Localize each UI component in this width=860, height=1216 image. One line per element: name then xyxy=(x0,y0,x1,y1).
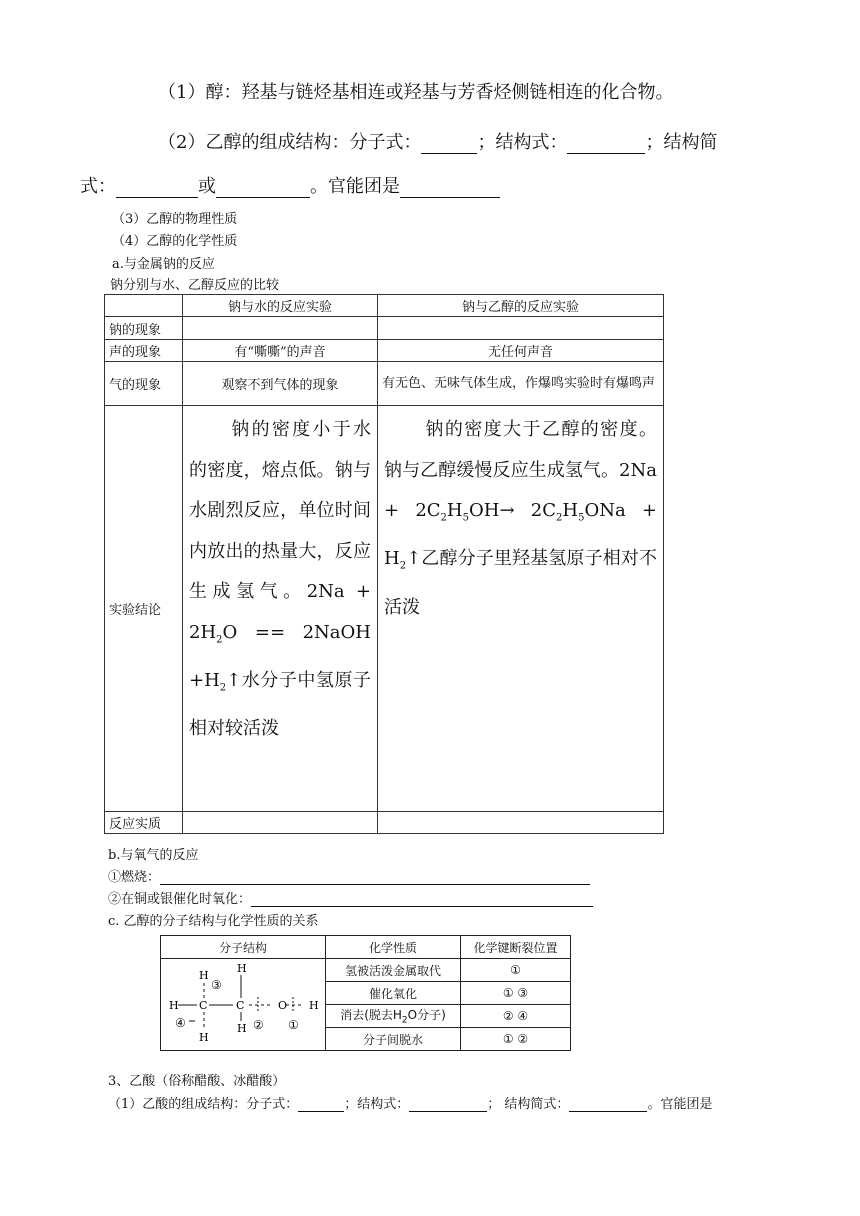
blank-simplified-2[interactable] xyxy=(216,179,310,198)
label-formula: （2）乙醇的组成结构：分子式： xyxy=(158,132,422,153)
heading-physical-properties: （3）乙醇的物理性质 xyxy=(112,212,238,227)
header-bond-position: 化学键断裂位置 xyxy=(461,936,571,959)
heading-acetic-acid: 3、乙酸（俗称醋酸、冰醋酸） xyxy=(108,1074,286,1089)
label-acetic-formula: （1）乙酸的组成结构：分子式： xyxy=(108,1097,299,1112)
row-label-conclusion: 实验结论 xyxy=(105,406,183,812)
atom-o: O xyxy=(278,999,288,1012)
blank-molecular-formula[interactable] xyxy=(421,135,477,154)
para-alcohol-definition: （1）醇：羟基与链烃基相连或羟基与芳香烃侧链相连的化合物。 xyxy=(158,82,674,103)
cell-essence-ethanol[interactable] xyxy=(378,812,664,834)
header-water: 钠与水的反应实验 xyxy=(183,295,378,317)
cell-empty-corner xyxy=(105,295,183,317)
header-ethanol: 钠与乙醇的反应实验 xyxy=(378,295,664,317)
cell-sound-ethanol: 无任何声音 xyxy=(378,340,664,362)
caption-comparison: 钠分别与水、乙醇反应的比较 xyxy=(110,278,280,293)
line-catalytic-oxidation xyxy=(108,888,593,907)
bond-number-1: ① xyxy=(288,1018,299,1032)
label-acetic-functional: 。官能团是 xyxy=(647,1097,713,1112)
atom-h: H xyxy=(199,969,209,982)
header-structure: 分子结构 xyxy=(161,936,326,959)
label-simplified: ；结构简 xyxy=(645,132,718,153)
blank-functional-group[interactable] xyxy=(400,179,500,198)
label-shi: 式： xyxy=(80,176,116,197)
para-ethanol-structure-cont xyxy=(80,172,500,198)
label-acetic-structural: ；结构式： xyxy=(344,1097,410,1112)
label-combustion: ①燃烧： xyxy=(108,870,161,885)
bond-number-2: ② xyxy=(253,1018,264,1032)
cell-prop-substitution: 氢被活泼金属取代 xyxy=(326,959,461,982)
para-ethanol-structure xyxy=(158,128,717,154)
ethanol-structural-formula-icon xyxy=(161,959,326,1051)
structure-property-table xyxy=(160,935,571,1051)
atom-h: H xyxy=(309,999,319,1012)
blank-acetic-simplified[interactable] xyxy=(569,1097,647,1112)
atom-c: C xyxy=(199,999,208,1012)
para-acetic-structure xyxy=(108,1093,712,1112)
cell-conclusion-water: 钠的密度小于水的密度，熔点低。钠与水剧烈反应，单位时间内放出的热量大，反应生成氢气。$2Na + 2H_2O$ == 2NaOH $+H_2↑$水分子中氢原子相对较活泼 xyxy=(183,406,378,812)
atom-h: H xyxy=(237,962,247,975)
label-functional-group: 。官能团是 xyxy=(310,176,400,197)
cell-conclusion-ethanol: 钠的密度大于乙醇的密度。钠与乙醇缓慢反应生成氢气。$2Na + 2C_2H_5OH\to 2C_2H_5ONa$ + $H_2↑$乙醇分子里羟基氢原子相对不活泼 xyxy=(378,406,664,812)
heading-oxygen-reaction: b.与氧气的反应 xyxy=(108,848,199,863)
header-property: 化学性质 xyxy=(326,936,461,959)
cell-sodium-ethanol[interactable] xyxy=(378,317,664,340)
cell-prop-catalytic: 催化氧化 xyxy=(326,982,461,1005)
cell-ethanol-structure-diagram xyxy=(161,959,326,1051)
row-label-gas: 气的现象 xyxy=(105,362,183,406)
bond-number-4: ④ xyxy=(175,1016,186,1030)
row-label-sound: 声的现象 xyxy=(105,340,183,362)
blank-structural-formula[interactable] xyxy=(567,135,645,154)
atom-h: H xyxy=(237,1022,247,1035)
blank-simplified-1[interactable] xyxy=(116,179,198,198)
cell-pos-substitution: ① xyxy=(461,959,571,982)
heading-sodium-reaction: a.与金属钠的反应 xyxy=(112,257,215,272)
cell-pos-catalytic: ① ③ xyxy=(461,982,571,1005)
cell-pos-elimination: ② ④ xyxy=(461,1005,571,1028)
atom-h: H xyxy=(199,1031,209,1044)
cell-pos-dehydration: ① ② xyxy=(461,1028,571,1051)
cell-sodium-water[interactable] xyxy=(183,317,378,340)
label-or: 或 xyxy=(198,176,216,197)
blank-combustion[interactable] xyxy=(160,870,590,885)
label-acetic-simplified: ； 结构简式： xyxy=(487,1097,570,1112)
label-structural: ；结构式： xyxy=(477,132,568,153)
blank-catalytic-oxidation[interactable] xyxy=(251,892,593,907)
atom-c: C xyxy=(236,999,245,1012)
blank-acetic-formula[interactable] xyxy=(298,1097,344,1112)
cell-gas-water: 观察不到气体的现象 xyxy=(183,362,378,406)
heading-structure-relation: c. 乙醇的分子结构与化学性质的关系 xyxy=(108,914,319,929)
sodium-comparison-table xyxy=(104,294,664,834)
label-catalytic-oxidation: ②在铜或银催化时氧化： xyxy=(108,892,252,907)
cell-sound-water: 有“嘶嘶”的声音 xyxy=(183,340,378,362)
bond-number-3: ③ xyxy=(211,978,222,992)
atom-h: H xyxy=(169,999,179,1012)
cell-gas-ethanol: 有无色、无味气体生成，作爆鸣实验时有爆鸣声 xyxy=(378,362,664,406)
cell-prop-dehydration: 分子间脱水 xyxy=(326,1028,461,1051)
row-label-sodium: 钠的现象 xyxy=(105,317,183,340)
blank-acetic-structural[interactable] xyxy=(409,1097,487,1112)
heading-chemical-properties: （4）乙醇的化学性质 xyxy=(112,234,238,249)
cell-essence-water[interactable] xyxy=(183,812,378,834)
row-label-essence: 反应实质 xyxy=(105,812,183,834)
line-combustion xyxy=(108,866,590,885)
cell-prop-elimination: 消去(脱去$H_2O$分子) xyxy=(326,1005,461,1028)
